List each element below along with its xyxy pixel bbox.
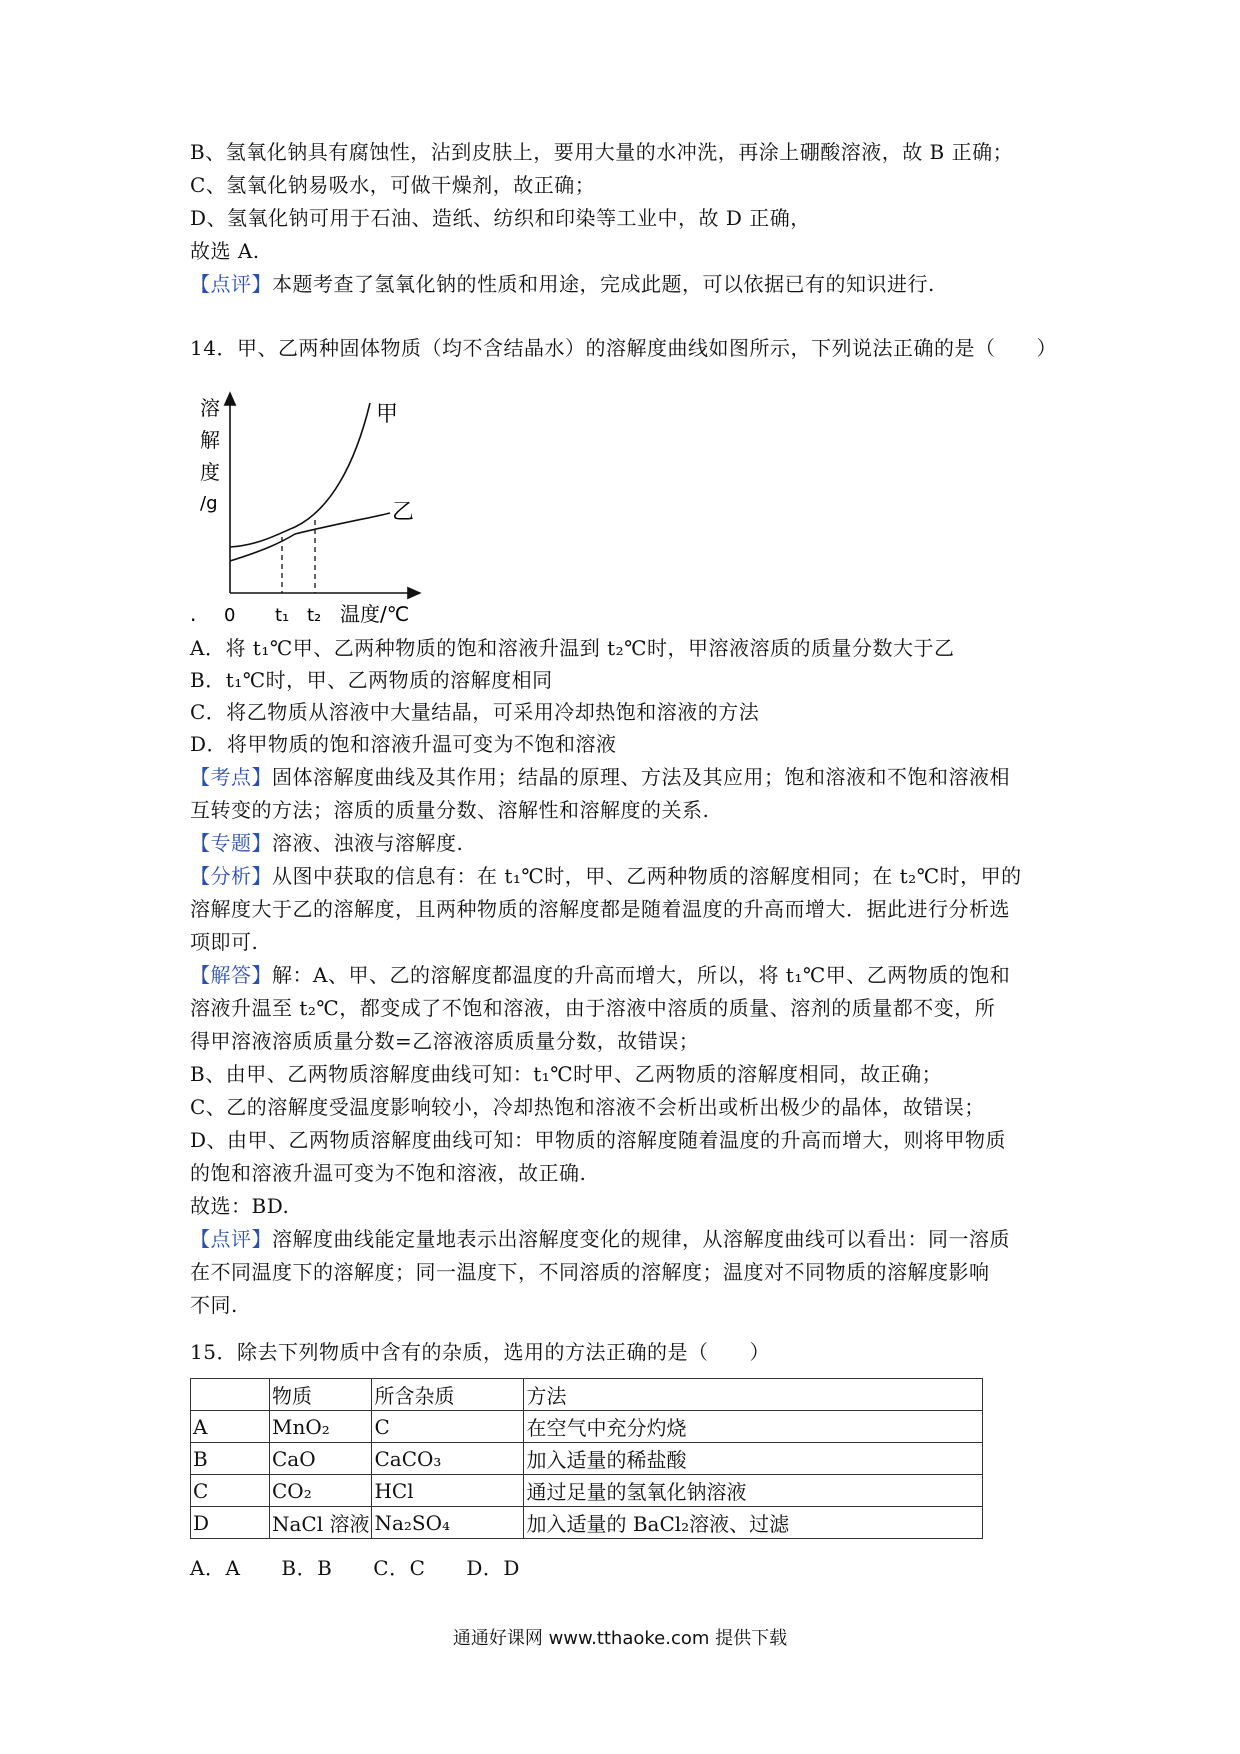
text-line (190, 203, 811, 233)
text-line (190, 1257, 990, 1287)
line-text: 在不同温度下的溶解度；同一温度下，不同溶质的溶解度；温度对不同物质的溶解度影响 (190, 1260, 990, 1284)
origin-label: 0 (224, 605, 236, 625)
y-label-3: 度 (200, 460, 220, 484)
y-label-1: 溶 (200, 396, 220, 420)
line-text: 故选 A. (190, 239, 260, 263)
line-text: 得甲溶液溶质质量分数=乙溶液溶质质量分数，故错误； (190, 1029, 700, 1053)
text-line (190, 1290, 238, 1320)
solubility-curve-figure (190, 385, 450, 625)
stray-dot: . (190, 602, 197, 625)
text-line (190, 960, 1010, 990)
text-line (190, 894, 1010, 924)
text-line (190, 1158, 586, 1188)
text-line (190, 1553, 520, 1583)
table-cell (191, 1379, 270, 1411)
section-tag: 【解答】 (190, 963, 272, 987)
text-line (190, 1191, 289, 1221)
line-text: 解：A、甲、乙的溶解度都温度的升高而增大，所以，将 t₁℃甲、乙两物质的饱和 (272, 963, 1011, 987)
table-cell: CaO (270, 1443, 372, 1475)
text-line (190, 1224, 1010, 1254)
line-text: 溶液、浊液与溶解度. (272, 831, 464, 855)
line-text: C．将乙物质从溶液中大量结晶，可采用冷却热饱和溶液的方法 (190, 700, 760, 724)
table-cell: C (191, 1475, 270, 1507)
text-line (190, 697, 759, 727)
text-line (190, 861, 1022, 891)
table-cell: D (191, 1507, 270, 1539)
text-line (190, 665, 553, 695)
table-cell: MnO₂ (270, 1411, 372, 1443)
line-text: 从图中获取的信息有：在 t₁℃时，甲、乙两种物质的溶解度相同；在 t₂℃时，甲的 (272, 864, 1022, 888)
section-tag: 【点评】 (190, 272, 272, 296)
t1-label: t₁ (275, 605, 290, 625)
curve-label-yi: 乙 (392, 500, 415, 525)
table-cell: 在空气中充分灼烧 (524, 1411, 983, 1443)
table-row (191, 1443, 983, 1475)
text-line (190, 828, 463, 858)
y-label-2: 解 (200, 428, 220, 452)
line-text: A．将 t₁℃甲、乙两种物质的饱和溶液升温到 t₂℃时，甲溶液溶质的质量分数大于乙 (190, 636, 955, 660)
line-text: 本题考查了氢氧化钠的性质和用途，完成此题，可以依据已有的知识进行. (272, 272, 935, 296)
line-text: 14．甲、乙两种固体物质（均不含结晶水）的溶解度曲线如图所示，下列说法正确的是（ ） (190, 336, 1057, 360)
text-line (190, 236, 260, 266)
table-row (191, 1475, 983, 1507)
table-cell: A (191, 1411, 270, 1443)
table-cell: B (191, 1443, 270, 1475)
line-text: C、氢氧化钠易吸水，可做干燥剂，故正确； (190, 173, 596, 197)
text-line (190, 1026, 699, 1056)
line-text: 溶解度曲线能定量地表示出溶解度变化的规律，从溶解度曲线可以看出：同一溶质 (272, 1227, 1010, 1251)
text-line (190, 269, 935, 299)
line-text: 不同. (190, 1293, 238, 1317)
line-text: D．将甲物质的饱和溶液升温可变为不饱和溶液 (190, 732, 617, 756)
line-text: B、由甲、乙两物质溶解度曲线可知：t₁℃时甲、乙两物质的溶解度相同，故正确； (190, 1062, 943, 1086)
line-text: 互转变的方法；溶质的质量分数、溶解性和溶解度的关系. (190, 798, 710, 822)
section-tag: 【专题】 (190, 831, 272, 855)
table-row (191, 1411, 983, 1443)
line-text: 项即可. (190, 930, 259, 954)
line-text: 固体溶解度曲线及其作用；结晶的原理、方法及其应用；饱和溶液和不饱和溶液相 (272, 765, 1010, 789)
text-line (190, 927, 258, 957)
table-cell: NaCl 溶液 (270, 1507, 372, 1539)
table-cell: CaCO₃ (372, 1443, 524, 1475)
line-text: 溶液升温至 t₂℃，都变成了不饱和溶液，由于溶液中溶质的质量、溶剂的质量都不变，所 (190, 996, 996, 1020)
line-text: A．A B．B C．C D．D (190, 1556, 520, 1580)
x-axis-label: 温度/℃ (340, 602, 410, 625)
table-cell: CO₂ (270, 1475, 372, 1507)
section-tag: 【分析】 (190, 864, 272, 888)
text-line (190, 795, 709, 825)
t2-label: t₂ (307, 605, 322, 625)
footer-text: 通通好课网 www.tthaoke.com 提供下载 (452, 1628, 788, 1649)
table-cell: 通过足量的氢氧化钠溶液 (524, 1475, 983, 1507)
section-tag: 【点评】 (190, 1227, 272, 1251)
table-cell: 加入适量的稀盐酸 (524, 1443, 983, 1475)
line-text: D、氢氧化钠可用于石油、造纸、纺织和印染等工业中，故 D 正确， (190, 206, 811, 230)
table-cell: HCl (372, 1475, 524, 1507)
text-line (190, 170, 595, 200)
curve-yi (230, 513, 390, 561)
table-cell: 物质 (270, 1379, 372, 1411)
line-text: B、氢氧化钠具有腐蚀性，沾到皮肤上，要用大量的水冲洗，再涂上硼酸溶液，故 B 正确； (190, 140, 1014, 164)
line-text: 故选：BD. (190, 1194, 290, 1218)
table-row (191, 1507, 983, 1539)
text-line (190, 993, 995, 1023)
text-line (190, 137, 1013, 167)
section-tag: 【考点】 (190, 765, 272, 789)
table-header-row (191, 1379, 983, 1411)
options-table (190, 1378, 983, 1539)
table-cell: 方法 (524, 1379, 983, 1411)
table-cell: C (372, 1411, 524, 1443)
line-text: D、由甲、乙两物质溶解度曲线可知：甲物质的溶解度随着温度的升高而增大，则将甲物质 (190, 1128, 1007, 1152)
line-text: C、乙的溶解度受温度影响较小，冷却热饱和溶液不会析出或析出极少的晶体，故错误； (190, 1095, 985, 1119)
text-line (190, 729, 617, 759)
text-line (190, 1125, 1006, 1155)
table-cell: 所含杂质 (372, 1379, 524, 1411)
curve-label-jia: 甲 (376, 402, 399, 427)
line-text: B．t₁℃时，甲、乙两物质的溶解度相同 (190, 668, 553, 692)
line-text: 15．除去下列物质中含有的杂质，选用的方法正确的是（ ） (190, 1340, 770, 1364)
text-line (190, 333, 1057, 363)
text-line (190, 1337, 770, 1367)
line-text: 溶解度大于乙的溶解度，且两种物质的溶解度都是随着温度的升高而增大．据此进行分析选 (190, 897, 1010, 921)
line-text: 的饱和溶液升温可变为不饱和溶液，故正确. (190, 1161, 587, 1185)
table-cell: 加入适量的 BaCl₂溶液、过滤 (524, 1507, 983, 1539)
text-line (190, 633, 955, 663)
text-line (190, 762, 1010, 792)
table-cell: Na₂SO₄ (372, 1507, 524, 1539)
y-label-4: /g (200, 493, 218, 514)
curve-jia (230, 403, 370, 547)
text-line (190, 1059, 942, 1089)
text-line (190, 1092, 985, 1122)
